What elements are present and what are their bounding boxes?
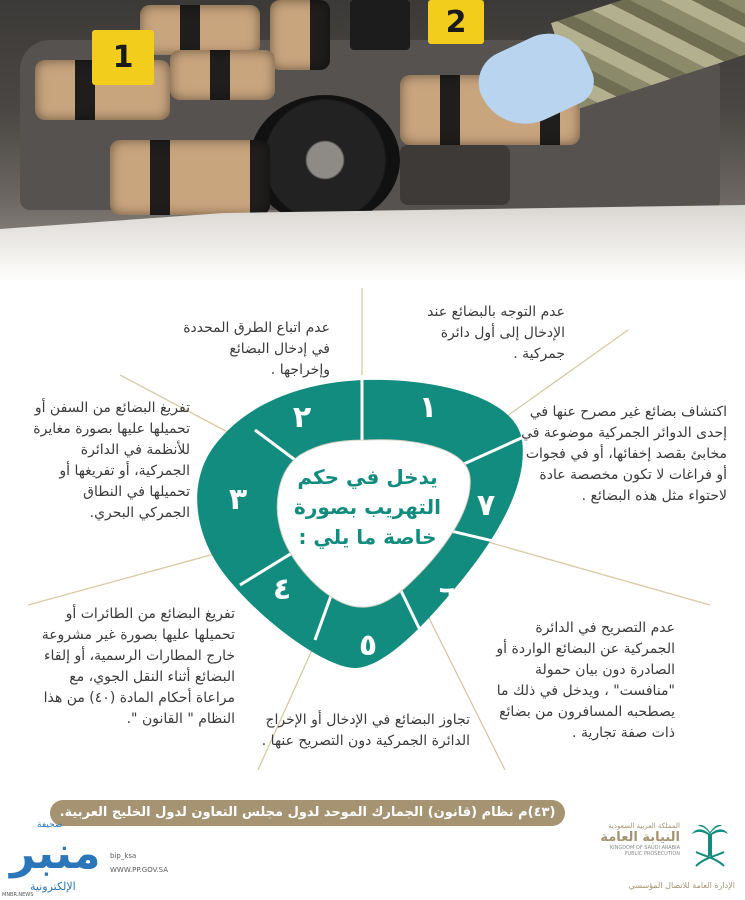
palm-swords-emblem bbox=[690, 822, 730, 870]
watermark-main: منبر bbox=[10, 828, 101, 879]
segment-number-4: ٤ bbox=[272, 572, 292, 607]
item-3: تفريغ البضائع من السفن أو تحميلها عليها بصورة مغايرة للأنظمة في الدائرة الجمركية، أو تفريغها أو تحميلها في النطاق الجمركي البحري. bbox=[33, 400, 190, 521]
segment-number-5: ٥ bbox=[358, 628, 378, 663]
logo-name-en: PUBLIC PROSECUTION bbox=[624, 851, 680, 857]
public-prosecution-logo bbox=[595, 822, 735, 890]
evidence-marker-1: 1 bbox=[92, 30, 154, 85]
item-4: تفريغ البضائع من الطائرات أو تحميلها عليها بصورة غير مشروعة خارج المطارات الرسمية، أو إلقاء البضائع أثناء النقل الجوي، مع مراعاة أحكام المادة (٤٠) من هذا النظام " القانون ". bbox=[41, 606, 235, 727]
logo-name-ar: النيابة العامة bbox=[600, 830, 680, 845]
website-url: WWW.PP.GOV.SA bbox=[110, 866, 169, 874]
logo-kingdom-en: KINGDOM OF SAUDI ARABIA bbox=[609, 845, 680, 851]
watermark-top: صحيفة bbox=[37, 820, 63, 830]
item-7: اكتشاف بضائع غير مصرح عنها في إحدى الدوائر الجمركية موضوعة في مخابئ بقصد إخفائها، أو في فجوات أو فراغات لا تكون مخصصة عادة لاحتواء مثل هذه البضائع . bbox=[521, 404, 727, 504]
logo-kingdom-ar: المملكة العربية السعودية bbox=[608, 822, 680, 830]
evidence-marker-2: 2 bbox=[428, 0, 484, 44]
segment-number-1: ١ bbox=[418, 390, 438, 425]
segment-number-3: ٣ bbox=[228, 482, 248, 517]
logo-wordmark bbox=[600, 822, 680, 857]
center-title: يدخل في حكم التهريب بصورة خاصة ما يلي : bbox=[294, 465, 441, 549]
mnbr-watermark bbox=[2, 820, 102, 898]
segment-number-7: ٧ bbox=[476, 488, 496, 523]
watermark-tiny: MNBR.NEWS bbox=[2, 892, 34, 898]
segment-number-2: ٢ bbox=[292, 400, 312, 435]
item-2: عدم اتباع الطرق المحددة في إدخال البضائع وإخراجها . bbox=[183, 320, 330, 378]
segment-number-6: ٦ bbox=[438, 580, 458, 615]
law-reference-bar: (٤٣)م نظام (قانون) الجمارك الموحد لدول مجلس التعاون لدول الخليج العربية. bbox=[50, 800, 565, 826]
department-name: الإدارة العامة للاتصال المؤسسي bbox=[628, 881, 735, 890]
item-6: عدم التصريح في الدائرة الجمركية عن البضائع الواردة أو الصادرة دون بيان حمولة "منافست" ، ويدخل في ذلك ما يصطحبه المسافرون من بضائع ذات صفة تجارية . bbox=[496, 620, 675, 741]
item-1: عدم التوجه بالبضائع عند الإدخال إلى أول دائرة جمركية . bbox=[427, 304, 565, 362]
watermark-sub: الإلكترونية bbox=[30, 880, 76, 893]
item-5: تجاوز البضائع في الإدخال أو الإخراج الدائرة الجمركية دون التصريح عنها . bbox=[261, 712, 470, 749]
social-handle: bip_ksa bbox=[110, 852, 137, 860]
